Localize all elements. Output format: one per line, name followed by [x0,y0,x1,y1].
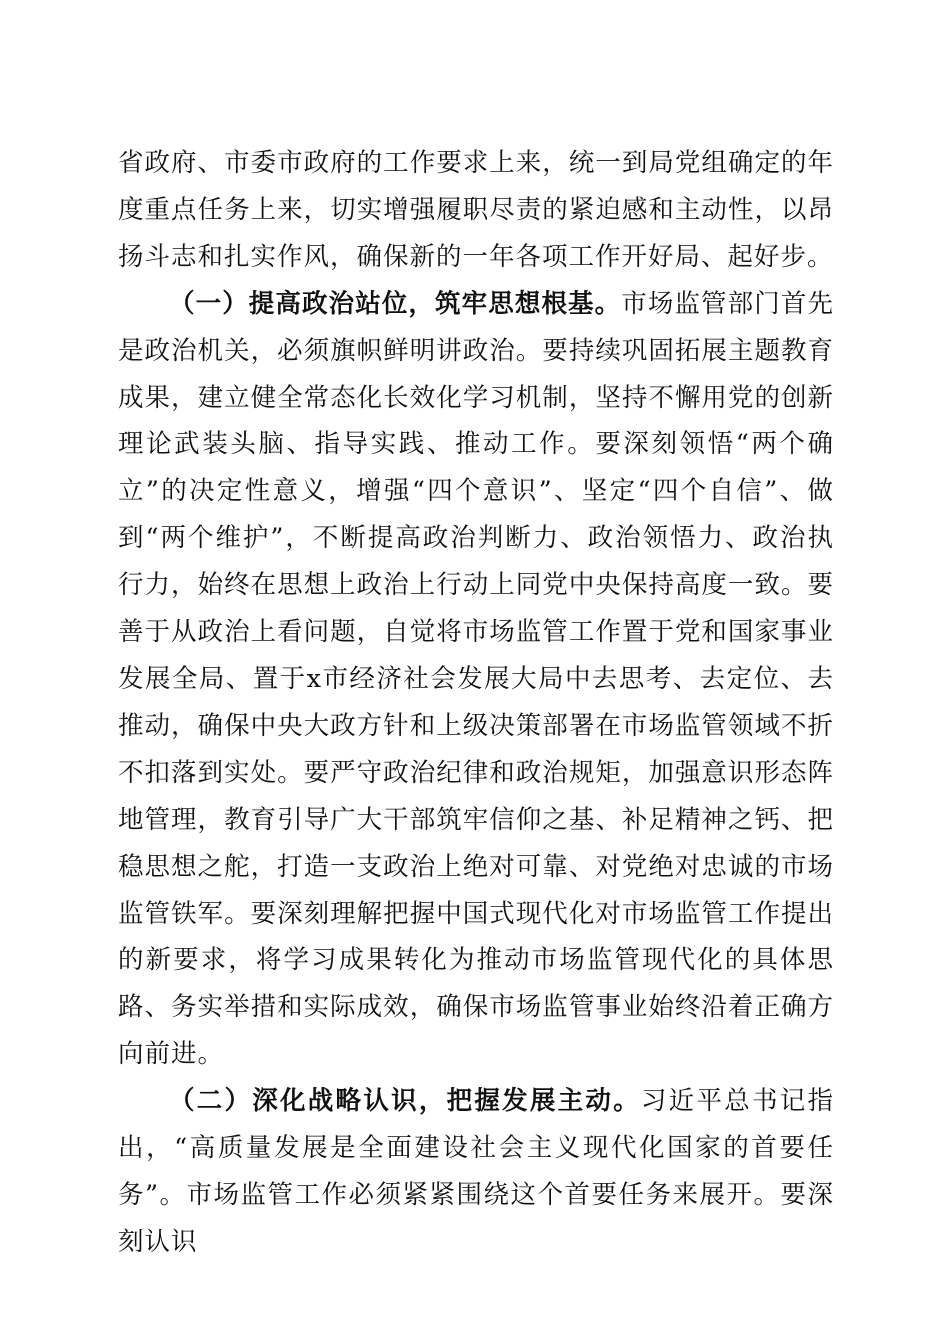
section-2-heading: （二）深化战略认识，把握发展主动。 [169,1086,641,1117]
document-body [118,140,834,1266]
paragraph-1-text: 省政府、市委市政府的工作要求上来，统一到局党组确定的年度重点任务上来，切实增强履职尽责的紧迫感和主动性，以昂扬斗志和扎实作风，确保新的一年各项工作开好局、起好步。 [118,148,834,272]
paragraph-3 [118,1078,834,1266]
paragraph-1 [118,140,834,281]
paragraph-2 [118,281,834,1078]
paragraph-2-text: 市场监管部门首先是政治机关，必须旗帜鲜明讲政治。要持续巩固拓展主题教育成果，建立健全常态化长效化学习机制，坚持不懈用党的创新理论武装头脑、指导实践、推动工作。要深刻领悟“两个确立”的决定性意义，增强“四个意识”、坚定“四个自信”、做到“两个维护”，不断提高政治判断力、政治领悟力、政治执行力，始终在思想上政治上行动上同党中央保持高度一致。要善于从政治上看问题，自觉将市场监管工作置于党和国家事业发展全局、置于x市经济社会发展大局中去思考、去定位、去推动，确保中央大政方针和上级决策部署在市场监管领域不折不扣落到实处。要严守政治纪律和政治规矩，加强意识形态阵地管理，教育引导广大干部筑牢信仰之基、补足精神之钙、把稳思想之舵，打造一支政治上绝对可靠、对党绝对忠诚的市场监管铁军。要深刻理解把握中国式现代化对市场监管工作提出的新要求，将学习成果转化为推动市场监管现代化的具体思路、务实举措和实际成效，确保市场监管事业始终沿着正确方向前进。 [118,288,834,1070]
section-1-heading: （一）提高政治站位，筑牢思想根基。 [169,288,622,319]
paragraph-3-text: 习近平总书记指出，“高质量发展是全面建设社会主义现代化国家的首要任务”。市场监管工作必须紧紧围绕这个首要任务来展开。要深刻认识 [118,1086,834,1257]
